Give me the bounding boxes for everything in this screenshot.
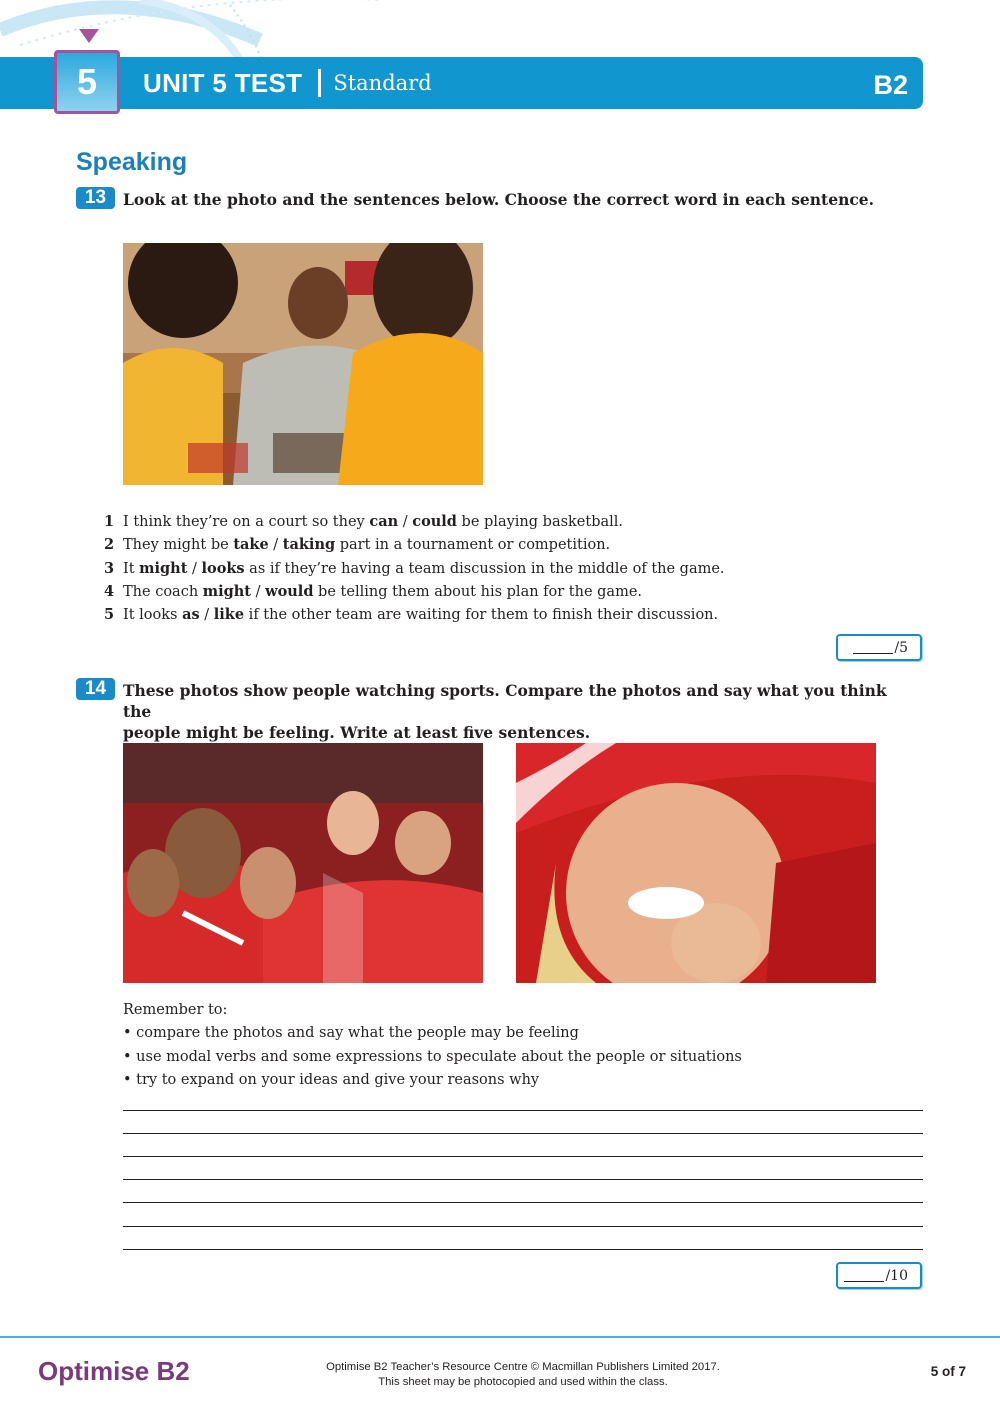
copyright-line: Optimise B2 Teacher’s Resource Centre © Macmillan Publishers Limited 2017. xyxy=(326,1361,720,1373)
copyright-notice xyxy=(300,1360,746,1390)
page-number: 5 of 7 xyxy=(930,1364,966,1379)
list-item xyxy=(98,533,725,556)
instruction-line: These photos show people watching sports. Compare the photos and say what you think the xyxy=(123,681,887,721)
item-number: 3 xyxy=(104,559,115,577)
exercise-14-instruction xyxy=(123,680,903,743)
list-item xyxy=(98,557,725,580)
item-text: part in a tournament or competition. xyxy=(335,537,611,554)
option-separator: / xyxy=(268,537,283,554)
header-bar xyxy=(0,57,923,109)
exercise-13-number: 13 xyxy=(76,187,115,209)
coach-team-photo xyxy=(123,243,483,485)
list-item: • use modal verbs and some expressions to speculate about the people or situations xyxy=(123,1048,742,1065)
list-item xyxy=(98,603,725,626)
item-text: be telling them about his plan for the game. xyxy=(313,583,643,600)
list-item: • try to expand on your ideas and give your reasons why xyxy=(123,1071,540,1088)
score-total: /5 xyxy=(894,639,908,656)
item-number: 1 xyxy=(104,513,115,530)
page-title xyxy=(143,66,432,100)
triangle-marker-icon xyxy=(79,29,99,43)
word-option[interactable]: could xyxy=(412,513,457,530)
writing-line[interactable] xyxy=(123,1133,923,1134)
score-blank[interactable] xyxy=(853,641,893,654)
copyright-line: This sheet may be photocopied and used within the class. xyxy=(378,1376,668,1388)
option-separator: / xyxy=(251,583,266,600)
test-variant: Standard xyxy=(333,71,432,95)
writing-line[interactable] xyxy=(123,1226,923,1227)
writing-line[interactable] xyxy=(123,1110,923,1111)
remember-label: Remember to: xyxy=(123,1002,228,1018)
score-blank[interactable] xyxy=(844,1269,884,1282)
unit-number-badge: 5 xyxy=(54,50,120,114)
word-option[interactable]: might xyxy=(202,582,251,600)
option-separator: / xyxy=(187,560,202,577)
item-text: I think they’re on a court so they xyxy=(123,514,370,530)
exercise-13-instruction: Look at the photo and the sentences below. Choose the correct word in each sentence. xyxy=(123,190,875,209)
word-option[interactable]: looks xyxy=(201,559,245,577)
word-option[interactable]: take xyxy=(233,536,269,554)
option-separator: / xyxy=(398,514,413,530)
brand-logo: Optimise B2 xyxy=(38,1356,190,1386)
level-label: B2 xyxy=(873,70,908,100)
nervous-fan-photo xyxy=(516,743,876,983)
word-option[interactable]: taking xyxy=(282,536,336,554)
footer-divider xyxy=(0,1336,1000,1338)
item-number: 2 xyxy=(104,536,115,554)
item-text: be playing basketball. xyxy=(456,514,624,530)
word-option[interactable]: like xyxy=(213,606,245,624)
item-number: 4 xyxy=(104,582,115,600)
list-item: • compare the photos and say what the people may be feeling xyxy=(123,1025,579,1042)
item-text: as if they’re having a team discussion in the middle of the game. xyxy=(244,560,725,577)
word-option[interactable]: would xyxy=(265,582,314,600)
list-item xyxy=(98,510,725,533)
test-title: UNIT 5 TEST xyxy=(143,67,303,98)
exercise-13-items xyxy=(98,510,725,626)
title-divider xyxy=(318,69,321,97)
score-box-13[interactable] xyxy=(836,634,922,661)
option-separator: / xyxy=(199,607,214,624)
exercise-14-number: 14 xyxy=(76,678,115,700)
writing-line[interactable] xyxy=(123,1179,923,1180)
cheering-fans-photo xyxy=(123,743,483,983)
instruction-line: people might be feeling. Write at least five sentences. xyxy=(123,723,591,742)
score-total: /10 xyxy=(885,1267,908,1284)
list-item xyxy=(98,580,725,603)
writing-line[interactable] xyxy=(123,1249,923,1250)
score-box-14[interactable] xyxy=(836,1262,922,1289)
writing-line[interactable] xyxy=(123,1202,923,1203)
item-text: They might be xyxy=(123,537,234,554)
item-text: It looks xyxy=(123,607,183,624)
word-option[interactable]: might xyxy=(139,559,188,577)
word-option[interactable]: as xyxy=(182,606,200,624)
item-number: 5 xyxy=(104,606,115,624)
section-title: Speaking xyxy=(76,148,188,176)
word-option[interactable]: can xyxy=(369,513,399,530)
item-text: if the other team are waiting for them to finish their discussion. xyxy=(244,607,719,624)
item-text: The coach xyxy=(123,583,203,600)
remember-list xyxy=(123,999,742,1092)
item-text: It xyxy=(123,560,140,577)
writing-line[interactable] xyxy=(123,1156,923,1157)
